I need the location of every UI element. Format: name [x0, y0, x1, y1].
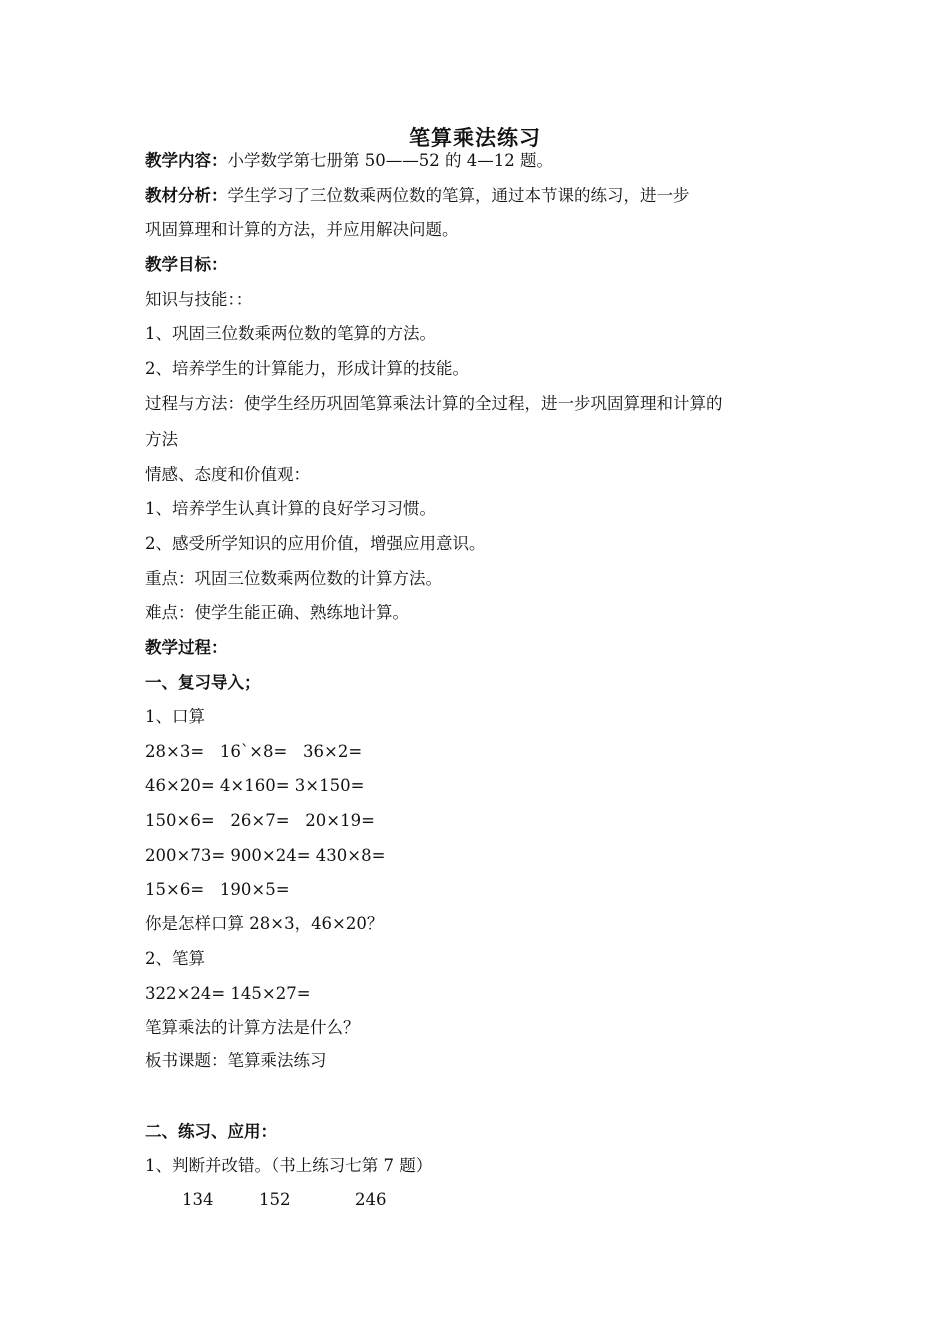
key-point: 重点：巩固三位数乘两位数的计算方法。	[145, 569, 442, 588]
oral-row-2: 46×20= 4×160= 3×150=	[145, 776, 365, 795]
analysis-line-2: 巩固算理和计算的方法，并应用解决问题。	[145, 220, 459, 239]
oral-row-1: 28×3= 16`×8= 36×2=	[145, 742, 363, 761]
oral-row-5: 15×6= 190×5=	[145, 880, 290, 899]
exercise-1: 1、判断并改错。（书上练习七第 7 题）	[145, 1156, 433, 1175]
process-line-1: 过程与方法：使学生经历巩固笔算乘法计算的全过程，进一步巩固算理和计算的	[145, 394, 723, 413]
section2-heading: 二、练习、应用：	[145, 1122, 277, 1141]
oral-question: 你是怎样口算 28×3，46×20？	[145, 914, 384, 933]
knowledge-heading: 知识与技能：：	[145, 290, 253, 309]
knowledge-item-1: 1、巩固三位数乘两位数的笔算的方法。	[145, 324, 436, 343]
content-line	[145, 150, 553, 172]
oral-heading: 1、口算	[145, 707, 205, 726]
knowledge-item-2: 2、培养学生的计算能力，形成计算的技能。	[145, 359, 469, 378]
exercise-number-1: 134	[182, 1190, 214, 1209]
written-row: 322×24= 145×27=	[145, 984, 311, 1003]
oral-row-4: 200×73= 900×24= 430×8=	[145, 846, 386, 865]
goals-heading: 教学目标：	[145, 255, 228, 274]
analysis-line-1	[145, 185, 690, 207]
written-heading: 2、笔算	[145, 949, 205, 968]
exercise-number-2: 152	[259, 1190, 291, 1209]
board-title: 板书课题：笔算乘法练习	[145, 1051, 327, 1070]
oral-row-3: 150×6= 26×7= 20×19=	[145, 811, 375, 830]
emotion-item-2: 2、感受所学知识的应用价值，增强应用意识。	[145, 534, 486, 553]
written-question: 笔算乘法的计算方法是什么？	[145, 1018, 360, 1037]
section1-heading: 一、复习导入；	[145, 673, 261, 692]
difficulty-point: 难点：使学生能正确、熟练地计算。	[145, 603, 409, 622]
page-title: 笔算乘法练习	[409, 125, 541, 150]
analysis-label: 教材分析：	[145, 186, 228, 205]
process-heading: 教学过程：	[145, 638, 228, 657]
exercise-number-3: 246	[355, 1190, 387, 1209]
content-label: 教学内容：	[145, 151, 228, 170]
analysis-text-1: 学生学习了三位数乘两位数的笔算，通过本节课的练习，进一步	[227, 186, 690, 205]
emotion-item-1: 1、培养学生认真计算的良好学习习惯。	[145, 499, 436, 518]
emotion-heading: 情感、态度和价值观：	[145, 465, 310, 484]
content-text: 小学数学第七册第 50——52 的 4—12 题。	[227, 151, 553, 170]
process-line-2: 方法	[145, 430, 178, 449]
